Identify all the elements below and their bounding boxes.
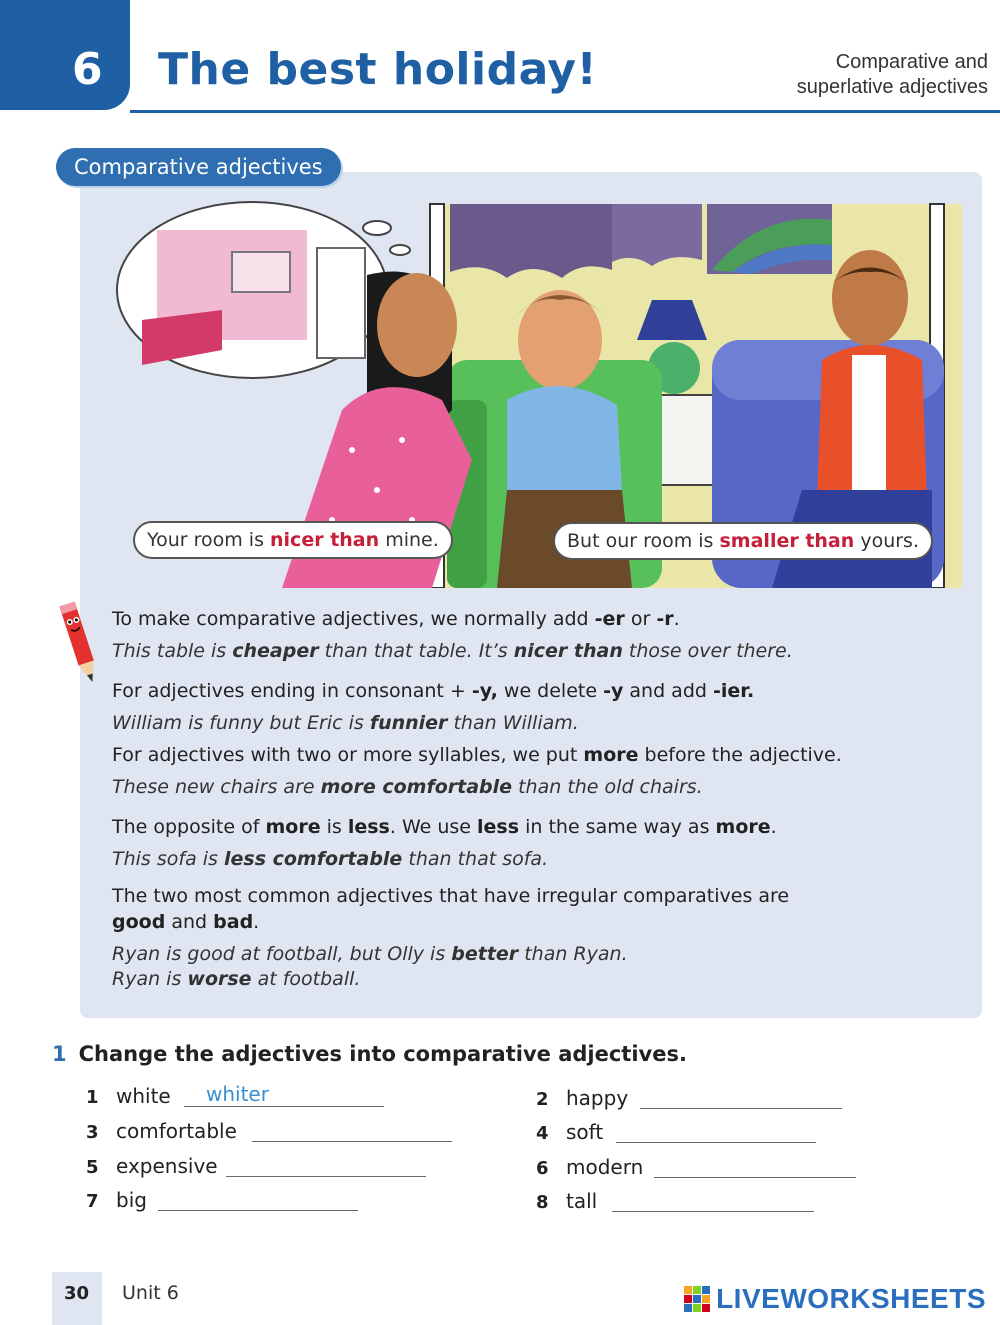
answer-line[interactable] xyxy=(612,1211,814,1212)
example-2-b: funnier xyxy=(369,712,448,734)
page-title: The best holiday! xyxy=(158,44,598,95)
answer-line[interactable] xyxy=(252,1141,452,1142)
item-word: modern xyxy=(566,1155,644,1179)
answer-line[interactable] xyxy=(640,1108,842,1109)
rule-1-a: To make comparative adjectives, we normally add xyxy=(112,608,595,630)
item-number: 5 xyxy=(86,1157,99,1178)
rule-4-c: is xyxy=(320,816,348,838)
grammar-rules xyxy=(112,603,932,991)
speech-girl-highlight: nicer than xyxy=(270,529,380,551)
liveworksheets-logo[interactable] xyxy=(684,1284,986,1314)
example-4-a: This sofa is xyxy=(112,848,224,870)
example-4-c: than that sofa. xyxy=(402,848,549,870)
rule-5 xyxy=(112,883,932,935)
item-word: big xyxy=(116,1188,147,1212)
rule-4-b: more xyxy=(265,816,321,838)
example-5-a: Ryan is good at football, but Olly is xyxy=(112,943,452,965)
example-5 xyxy=(112,941,932,967)
rule-4-f: less xyxy=(477,816,520,838)
rule-2-d: -y xyxy=(603,680,624,702)
rule-4-i: . xyxy=(770,816,777,838)
item-number: 1 xyxy=(86,1087,99,1108)
exercise-instruction: Change the adjectives into comparative adjectives. xyxy=(78,1042,687,1066)
example-1 xyxy=(112,635,932,667)
rule-5-e: . xyxy=(253,911,260,933)
rule-1 xyxy=(112,603,932,635)
header-subtitle-line1: Comparative and xyxy=(835,51,988,73)
rule-3-b: more xyxy=(583,744,639,766)
example-5-b: better xyxy=(451,943,519,965)
rule-2-f: -ier. xyxy=(713,680,755,702)
rule-5-d: bad xyxy=(213,911,254,933)
rule-5-c: and xyxy=(165,911,214,933)
rule-4-h: more xyxy=(715,816,771,838)
speech-girl-pre: Your room is xyxy=(147,529,271,551)
speech-boy-post: yours. xyxy=(854,530,919,552)
rule-5-a: The two most common adjectives that have irregular comparatives are xyxy=(112,885,790,907)
liveworksheets-text: LIVEWORKSHEETS xyxy=(716,1283,986,1314)
example-6-c: at football. xyxy=(251,968,361,990)
answer-line[interactable] xyxy=(616,1142,816,1143)
pencil-mascot-icon xyxy=(58,598,102,690)
page-number: 30 xyxy=(64,1283,90,1304)
example-1-b: cheaper xyxy=(232,640,319,662)
header-subtitle-line2: superlative adjectives xyxy=(796,76,988,98)
example-4 xyxy=(112,843,932,875)
exercise-item xyxy=(86,1151,218,1181)
speech-bubble-boy xyxy=(553,522,933,560)
speech-boy-highlight: smaller than xyxy=(719,530,855,552)
rule-3-a: For adjectives with two or more syllables, we put xyxy=(112,744,584,766)
unit-tab xyxy=(0,0,130,110)
example-2-a: William is funny but Eric is xyxy=(112,712,370,734)
section-title: Comparative adjectives xyxy=(56,148,341,186)
rule-4-g: in the same way as xyxy=(519,816,716,838)
example-3 xyxy=(112,771,932,803)
speech-bubble-girl xyxy=(133,521,453,559)
rule-5-b: good xyxy=(112,911,166,933)
speech-boy-pre: But our room is xyxy=(567,530,720,552)
rule-1-c: or xyxy=(624,608,657,630)
item-word: happy xyxy=(566,1086,629,1110)
rule-1-e: . xyxy=(673,608,680,630)
speech-girl-post: mine. xyxy=(379,529,439,551)
rule-2 xyxy=(112,675,932,707)
item-word: expensive xyxy=(116,1154,218,1178)
example-2 xyxy=(112,707,932,739)
item-word: tall xyxy=(566,1189,598,1213)
answer-line[interactable] xyxy=(654,1177,856,1178)
exercise-item xyxy=(86,1081,269,1111)
rule-2-b: -y, xyxy=(471,680,498,702)
example-5-c: than Ryan. xyxy=(518,943,628,965)
unit-number: 6 xyxy=(72,44,103,95)
example-1-e: those over there. xyxy=(622,640,793,662)
item-number: 8 xyxy=(536,1192,549,1213)
answer-input[interactable]: whiter xyxy=(206,1082,269,1106)
answer-line[interactable] xyxy=(184,1106,384,1107)
rule-3 xyxy=(112,739,932,771)
rule-2-c: we delete xyxy=(497,680,604,702)
example-1-a: This table is xyxy=(112,640,233,662)
rule-2-a: For adjectives ending in consonant + xyxy=(112,680,472,702)
answer-line[interactable] xyxy=(158,1210,358,1211)
example-6 xyxy=(112,967,932,991)
item-number: 2 xyxy=(536,1089,549,1110)
rule-4-d: less xyxy=(347,816,390,838)
item-number: 6 xyxy=(536,1158,549,1179)
exercise-item xyxy=(536,1117,603,1147)
rule-3-c: before the adjective. xyxy=(638,744,842,766)
example-2-c: than William. xyxy=(447,712,579,734)
answer-line[interactable] xyxy=(226,1176,426,1177)
rule-4-a: The opposite of xyxy=(112,816,266,838)
exercise-item xyxy=(86,1116,237,1146)
rule-4 xyxy=(112,811,932,843)
example-3-b: more comfortable xyxy=(320,776,513,798)
example-6-b: worse xyxy=(187,968,252,990)
item-word: white xyxy=(116,1084,171,1108)
rule-1-b: -er xyxy=(594,608,625,630)
item-word: soft xyxy=(566,1120,604,1144)
rule-4-e: . We use xyxy=(389,816,478,838)
unit-label: Unit 6 xyxy=(122,1282,179,1304)
header-subtitle xyxy=(728,50,988,100)
example-4-b: less comfortable xyxy=(223,848,403,870)
exercise-heading xyxy=(52,1042,687,1066)
exercise-number: 1 xyxy=(52,1042,67,1066)
example-1-c: than that table. It’s xyxy=(318,640,514,662)
exercise-item xyxy=(536,1083,628,1113)
rule-2-e: and add xyxy=(623,680,713,702)
example-1-d: nicer than xyxy=(513,640,623,662)
item-number: 3 xyxy=(86,1122,99,1143)
exercise-item xyxy=(86,1185,147,1215)
example-3-a: These new chairs are xyxy=(112,776,321,798)
example-3-c: than the old chairs. xyxy=(512,776,703,798)
item-word: comfortable xyxy=(116,1119,237,1143)
liveworksheets-grid-icon xyxy=(684,1286,710,1312)
exercise-item xyxy=(536,1186,597,1216)
item-number: 7 xyxy=(86,1191,99,1212)
item-number: 4 xyxy=(536,1123,549,1144)
rule-1-d: -r xyxy=(656,608,674,630)
exercise-item xyxy=(536,1152,643,1182)
header-divider xyxy=(130,110,1000,113)
example-6-a: Ryan is xyxy=(112,968,188,990)
